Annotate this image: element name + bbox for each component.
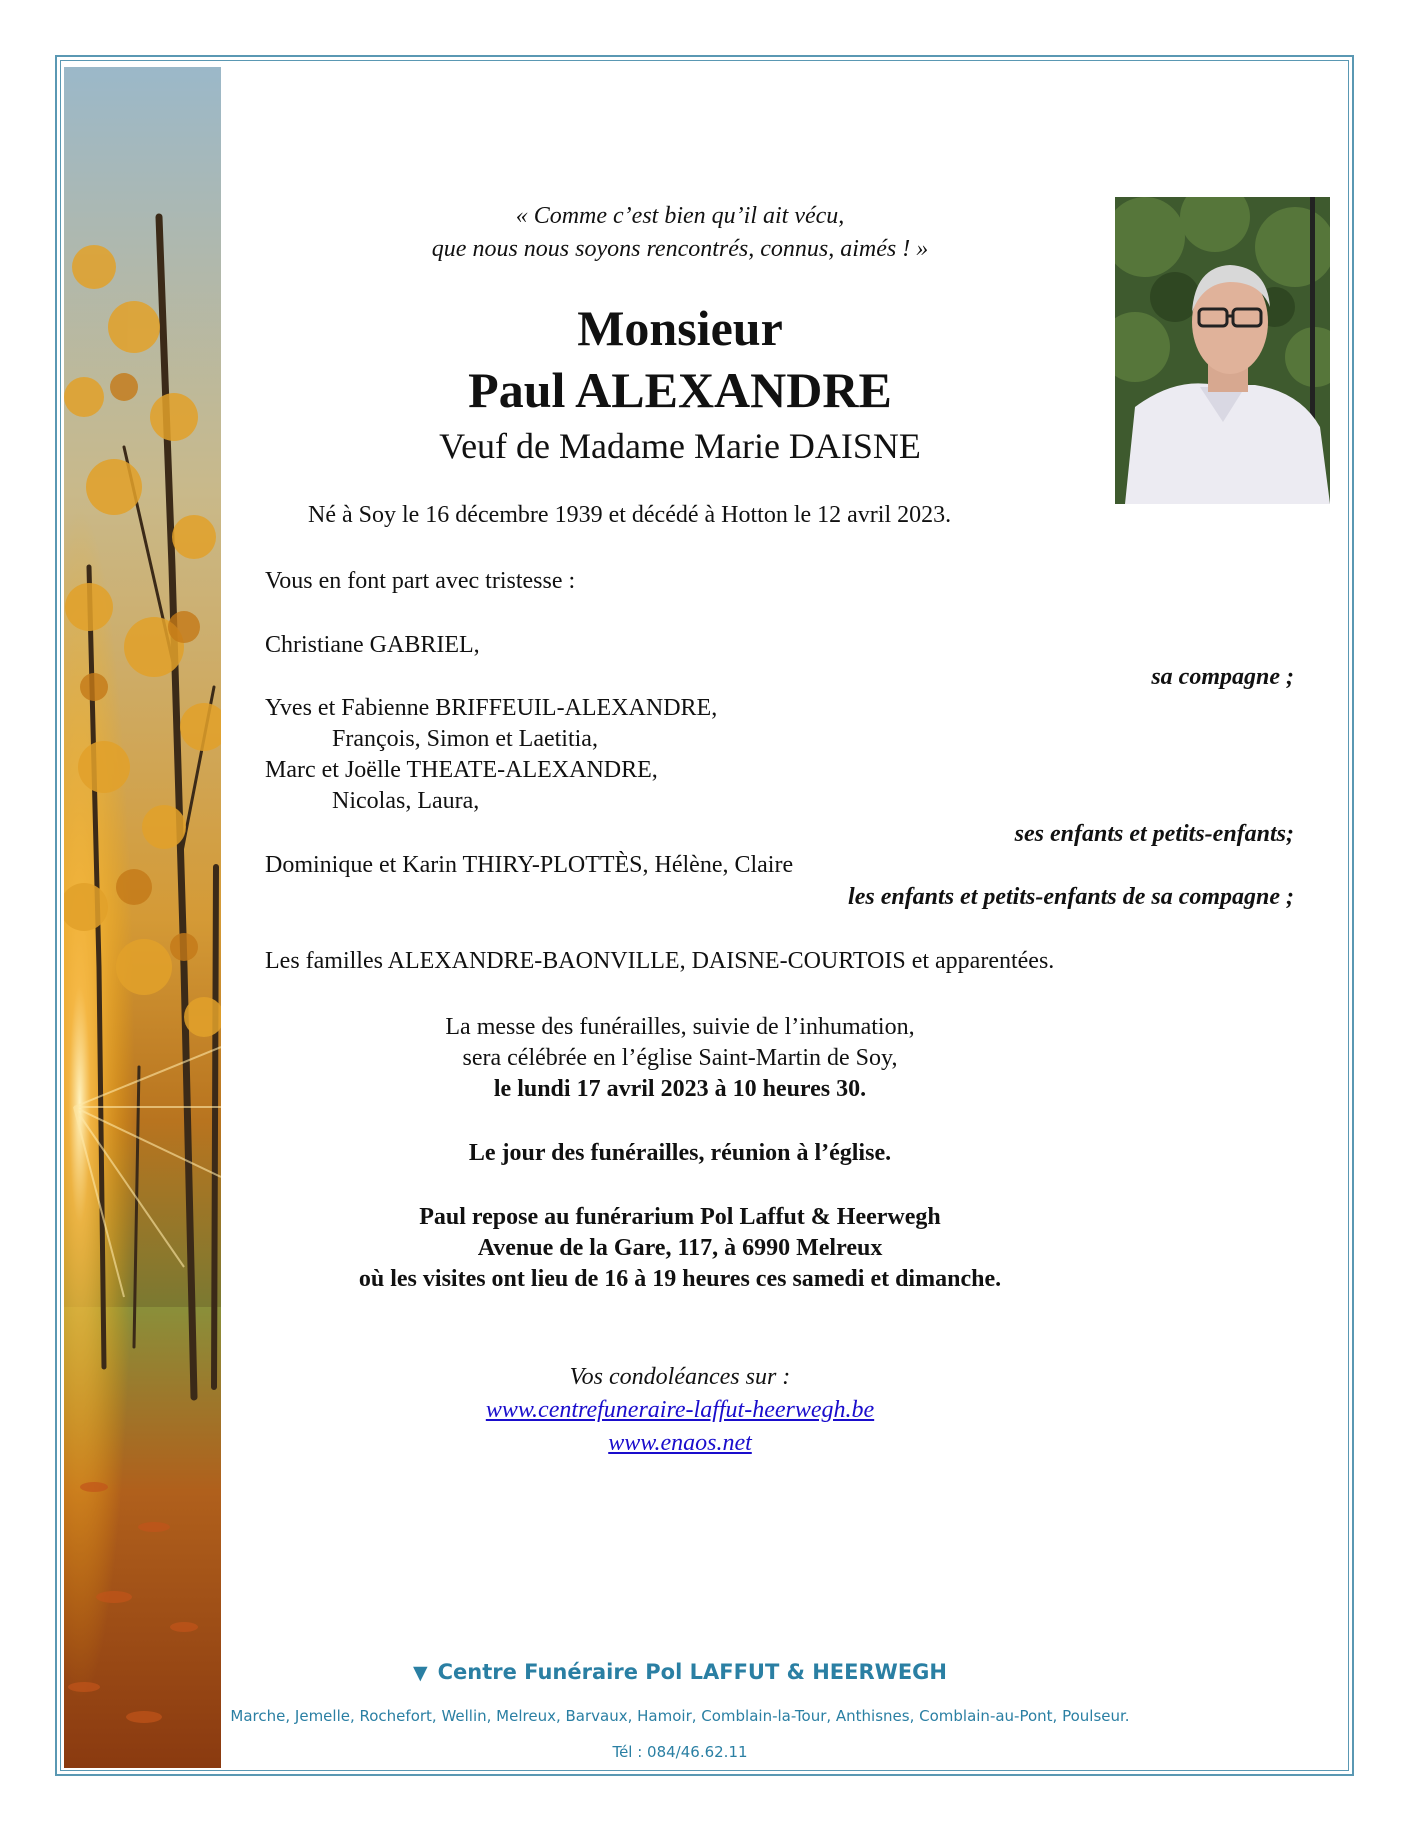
visitation-line-1: Paul repose au funérarium Pol Laffut & Heerwegh xyxy=(419,1204,941,1230)
children-relation: ses enfants et petits-enfants; xyxy=(1014,821,1294,847)
honorific: Monsieur xyxy=(577,300,783,356)
footer-company-name: Centre Funéraire Pol LAFFUT & HEERWEGH xyxy=(437,1660,947,1684)
footer-company xyxy=(260,1660,1100,1684)
visitation-hours: où les visites ont lieu de 16 à 19 heures ces samedi et dimanche. xyxy=(358,1266,1002,1292)
portrait-photo xyxy=(1115,197,1330,504)
partner-name: Christiane GABRIEL, xyxy=(265,632,480,658)
visitation-address: Avenue de la Gare, 117, à 6990 Melreux xyxy=(477,1235,883,1261)
quote-line-1: « Comme c’est bien qu’il ait vécu, xyxy=(515,203,845,229)
stepfamily: Dominique et Karin THIRY-PLOTTÈS, Hélène, Claire xyxy=(265,852,794,878)
footer-locations: Marche, Jemelle, Rochefort, Wellin, Melreux, Barvaux, Hamoir, Comblain-la-Tour, Anthisnes, Comblain-au-Pont, Poulseur. xyxy=(230,1707,1130,1725)
footer-phone: Tél : 084/46.62.11 xyxy=(612,1743,748,1761)
announcement: Vous en font part avec tristesse : xyxy=(265,568,576,594)
stepfamily-relation: les enfants et petits-enfants de sa compagne ; xyxy=(848,884,1294,910)
quote-line-2: que nous nous soyons rencontrés, connus, aimés ! » xyxy=(431,236,929,262)
child-1: Yves et Fabienne BRIFFEUIL-ALEXANDRE, xyxy=(265,695,718,721)
condolences-link-enaos[interactable]: www.enaos.net xyxy=(608,1430,752,1456)
ceremony-line-1: La messe des funérailles, suivie de l’inhumation, xyxy=(445,1014,915,1040)
condolences-link-laffut[interactable]: www.centrefuneraire-laffut-heerwegh.be xyxy=(485,1397,875,1423)
widow-of: Veuf de Madame Marie DAISNE xyxy=(439,426,921,466)
ceremony-datetime: le lundi 17 avril 2023 à 10 heures 30. xyxy=(493,1076,867,1102)
deceased-name: Paul ALEXANDRE xyxy=(468,362,892,418)
partner-relation: sa compagne ; xyxy=(1151,664,1294,690)
child-2: Marc et Joëlle THEATE-ALEXANDRE, xyxy=(265,757,658,783)
grandchildren-2: Nicolas, Laura, xyxy=(332,788,480,814)
extended-families: Les familles ALEXANDRE-BAONVILLE, DAISNE-COURTOIS et apparentées. xyxy=(265,948,1055,974)
birth-death-dates: Né à Soy le 16 décembre 1939 et décédé à Hotton le 12 avril 2023. xyxy=(308,502,952,528)
grandchildren-1: François, Simon et Laetitia, xyxy=(332,726,598,752)
ceremony-line-2: sera célébrée en l’église Saint-Martin de Soy, xyxy=(462,1045,898,1071)
triangle-down-icon: ▼ xyxy=(413,1662,428,1684)
meeting-note: Le jour des funérailles, réunion à l’église. xyxy=(468,1140,892,1166)
autumn-forest-image xyxy=(64,67,221,1768)
condolences-label: Vos condoléances sur : xyxy=(569,1364,791,1390)
